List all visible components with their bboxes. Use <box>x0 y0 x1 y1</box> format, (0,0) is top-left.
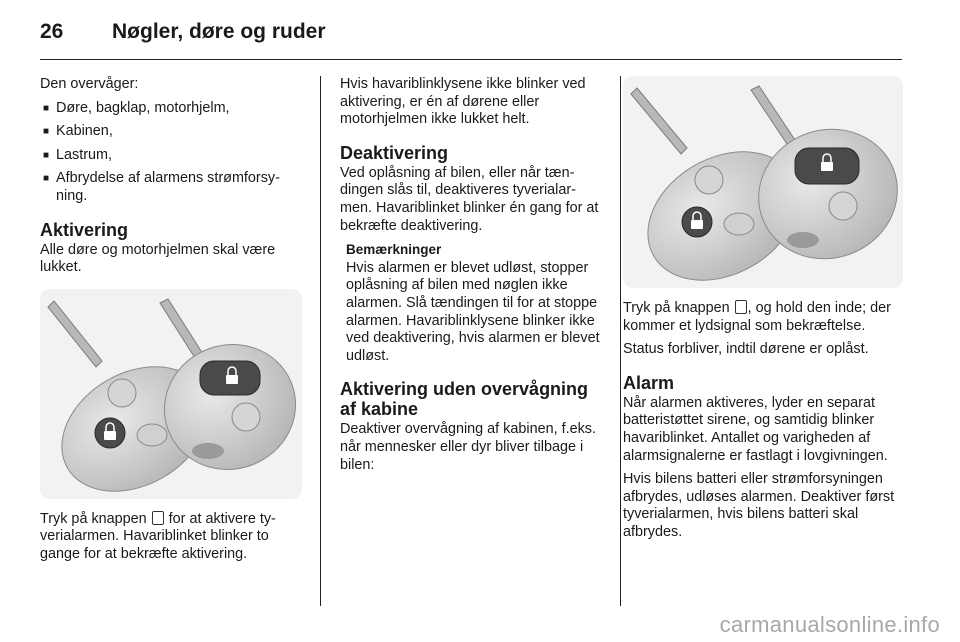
heading-alarm: Alarm <box>623 372 675 393</box>
intro-text: Den overvåger: <box>40 76 139 92</box>
lock-icon <box>152 511 164 525</box>
status-text: Status forbliver, indtil dørene er oplåst. <box>623 341 869 358</box>
heading-aktivering-uden: Aktivering uden overvågning af kabine <box>340 379 589 420</box>
uden-text: Deaktiver overvågning af kabinen, f.eks. når mennesker eller dyr bliver tilbage i bilen: <box>340 421 596 473</box>
monitored-list <box>40 100 302 206</box>
heading-deaktivering: Deaktivering <box>340 142 449 163</box>
tryk-hold-text: Tryk på knappen , og hold den inde; der kommer et lydsignal som bekræftelse. <box>623 300 891 334</box>
heading-aktivering: Aktivering <box>40 219 129 240</box>
list-item: ■ Afbrydelse af alarmens strømforsyning. <box>43 170 280 204</box>
key-fob-illustration <box>40 289 302 499</box>
header-divider <box>40 59 902 60</box>
column-2 <box>340 76 602 480</box>
hvis-text: Hvis havariblinklysene ikke blinker ved aktivering, er én af dørene eller motorhjelmen ikke lukket helt. <box>340 76 586 128</box>
bullet-icon: ■ <box>43 149 50 161</box>
note-title: Bemærkninger <box>346 242 442 258</box>
column-3 <box>623 76 905 548</box>
note-text: Hvis alarmen er blevet udløst, stopper oplåsning af bilen med nøglen ikke alarmen. Slå tændingen til for at stoppe alarmen. Havariblinklysene blinker ikke ved deaktivering, hvis alarmen er blevet udløst. <box>346 259 600 364</box>
bullet-icon: ■ <box>43 126 50 138</box>
note-box <box>340 241 602 365</box>
bullet-icon: ■ <box>43 102 50 114</box>
lock-icon <box>735 300 747 314</box>
list-item: ■ Kabinen, <box>43 123 113 140</box>
batteri-text: Hvis bilens batteri eller strømforsyningen afbrydes, udløses alarmen. Deaktiver først tyverialarmen, hvis bilens batteri skal afbrydes. <box>623 471 895 540</box>
column-divider-2 <box>620 76 621 606</box>
column-1 <box>40 76 302 570</box>
page-number: 26 <box>40 20 64 43</box>
list-item: ■ Lastrum, <box>43 146 112 163</box>
deaktivering-text: Ved oplåsning af bilen, eller når tændingen slås til, deaktiveres tyverialarmen. Havariblinket blinker én gang for at bekræfte deaktivering. <box>340 164 599 234</box>
bullet-icon: ■ <box>43 173 50 185</box>
column-divider-1 <box>320 76 321 606</box>
alarm-text: Når alarmen aktiveres, lyder en separat batteristøttet sirene, og samtidig blinker havariblinket. Antallet og varigheden af alarmsignalerne er fastlagt i lovgivningen. <box>623 394 888 464</box>
aktivering-text: Alle døre og motorhjelmen skal være lukket. <box>40 241 276 276</box>
tryk-text: Tryk på knappen for at aktivere tyverialarmen. Havariblinket blinker to gange for at bekræfte aktivering. <box>40 510 276 562</box>
watermark: carmanualsonline.info <box>719 612 940 637</box>
list-item: ■ Døre, bagklap, motorhjelm, <box>43 99 230 116</box>
page-title: Nøgler, døre og ruder <box>112 20 326 43</box>
key-fob-illustration-2 <box>623 76 903 288</box>
